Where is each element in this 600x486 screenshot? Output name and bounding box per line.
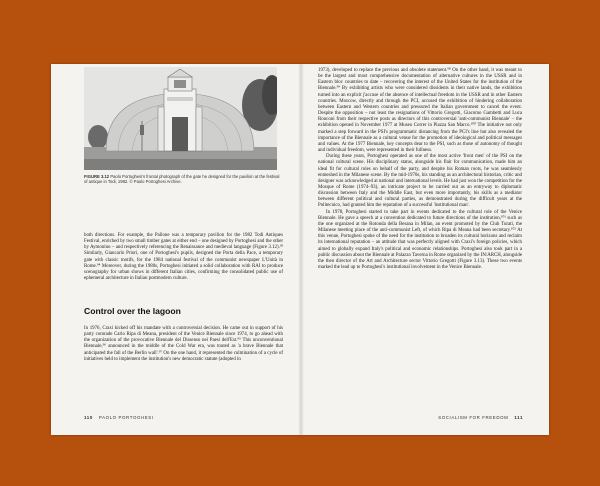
left-body-top — [84, 233, 283, 282]
figure-caption — [84, 174, 280, 185]
left-paragraph-2: In 1976, Craxi kicked off his mandate with a controversial decision. He came out in support of his party comrade Carlo Ripa di Meana, president of the Venice Biennale since 1974, to go ahead with the organization of the provocative Biennale del Dissenso nei Paesi dell'Est.⁹⁵ This unconventional Biennale,⁹⁶ announced in the middle of the Cold War era, was touted as 'a brave Biennale that anticipated the fall of the Berlin wall'.⁹⁷ On the one hand, it represented the culmination of a cycle of initiatives held to implement the institution's new democratic statute (adopted in — [84, 326, 283, 362]
pavilion-gate-photo — [84, 67, 277, 170]
left-page — [51, 64, 300, 435]
left-page-number: 110 — [84, 415, 93, 420]
right-paragraph-1: 1973), developed to replace the previous and obsolete statement.⁹⁸ On the other hand, it was meant to be the largest and most comprehensive documentation of alternative cultures in the USSR and in Eastern bloc countries to date – recovering the interest of the United States for the institution of the Biennale.⁹⁹ By exhibiting artists who were considered dissidents in their native lands, the exhibition turned into an explicit j'accuse of the absence of intellectual freedom in the USSR and in other Eastern countries. Moscow, directly and through the PCI, accused the exhibition of hindering collaboration between Eastern and Western countries and pressured the Italian government to cancel the event. Despite the opposition – not least the resignations of Vittorio Gregotti, Giacomo Gambetti and Luca Ronconi from their respective posts as directors of this controversial 'anti-communist Biennale' – the exhibition opened in November 1977 at Museo Correr in Piazza San Marco.¹⁰⁰ The initiative not only marked a step forward in the PSI's programmatic distancing from the PCI's line but also revealed the importance of the Biennale as a cultural venue for the promotion of ideological and political messages and values. At the 1977 Biennale, key concepts dear to the PSI, such as those of autonomy of thought and individual freedom, were represented in their fullness. — [318, 68, 522, 154]
right-body — [318, 68, 522, 271]
left-body-bottom — [84, 326, 283, 363]
left-running-head: PAOLO PORTOGHESI — [98, 415, 154, 420]
figure-caption-text: Paolo Portoghesi's frontal photograph of the gate he designed for the pavilion at the festival of antique in Todi, 1982. © Paolo Portoghesi Archive. — [84, 174, 280, 185]
right-page-number: 111 — [514, 415, 523, 420]
left-folio — [84, 415, 154, 420]
right-folio — [438, 415, 523, 420]
left-paragraph-1: both directions. For example, the Pallone was a temporary pavilion for the 1982 Todi Antiques Festival, enriched by two small timber gates at either end – one designed by Portoghesi and the other by Aymonino – and respectively referencing the Renaissance and medieval language (Figure 3.12).⁹³ Similarly, Giancarlo Priori, one of Portoghesi's pupils, designed the Porta della Pace, a temporary gate with classic motifs, for the 1984 national festival of the communist newspaper L'Unità in Rome.⁹⁴ Moreover, during the 1980s, Portoghesi initiated a solid collaboration with RAI to produce scenography for urban shows in different Italian cities, confirming the consolidated public use of ephemeral architecture in Italian postmodern culture. — [84, 233, 283, 282]
figure-photograph — [84, 67, 277, 170]
right-paragraph-3: In 1978, Portoghesi started to take part in events dedicated to the cultural role of the Venice Biennale. He gave a speech at a convention dedicated to future directions of the institution,¹⁰¹ such as the one organized at the Rotonda della Besana in Milan, an event promoted by the Club Turati, the Milanese meeting place of the anti-communist Left, of which Ripa di Meana had been secretary.¹⁰² At this venue, Portoghesi spoke of the need for the institution to broaden its cultural horizons and reclaim its international reputation – an attitude that was perfectly aligned with Craxi's foreign policies, which aimed to globally expand Italy's political and economic relationships. Portoghesi also took part in a public discussion about the Biennale at Palazzo Taverna in Rome organized by the IN/ARCH, alongside the then director of the Art and Architecture sector Vittorio Gregotti (Figure 3.13). These two events marked the lead up to Portoghesi's institutional involvement in the Venice Biennale. — [318, 209, 522, 270]
right-running-head: SOCIALISM FOR FREEDOM — [438, 415, 509, 420]
section-heading: Control over the lagoon — [84, 306, 181, 316]
right-page — [300, 64, 549, 435]
right-paragraph-2: During these years, Portoghesi operated as one of the most active 'front men' of the PSI on the national cultural scene. His disciplinary status, alongside his flair for communication, made him an ideal fit for cultural roles on behalf of the party, and despite his Roman roots, he was seamlessly enmeshed in the Milanese scene. By the mid-1970s, his standing as an architectural historian, critic and designer was acknowledged at national and international levels. He had just won the competition for the Mosque of Rome (1974–93), an intricate project to be carried out as an entryway to diplomatic discussion between Italy and the Middle East, but even more importantly, his skills as a mediator between different political and cultural parties, as demonstrated during the difficult years at the Politecnico, had granted him the reputation of a successful 'institutional man'. — [318, 154, 522, 209]
figure-label: FIGURE 3.12 — [84, 174, 110, 179]
book-spread — [51, 64, 549, 435]
